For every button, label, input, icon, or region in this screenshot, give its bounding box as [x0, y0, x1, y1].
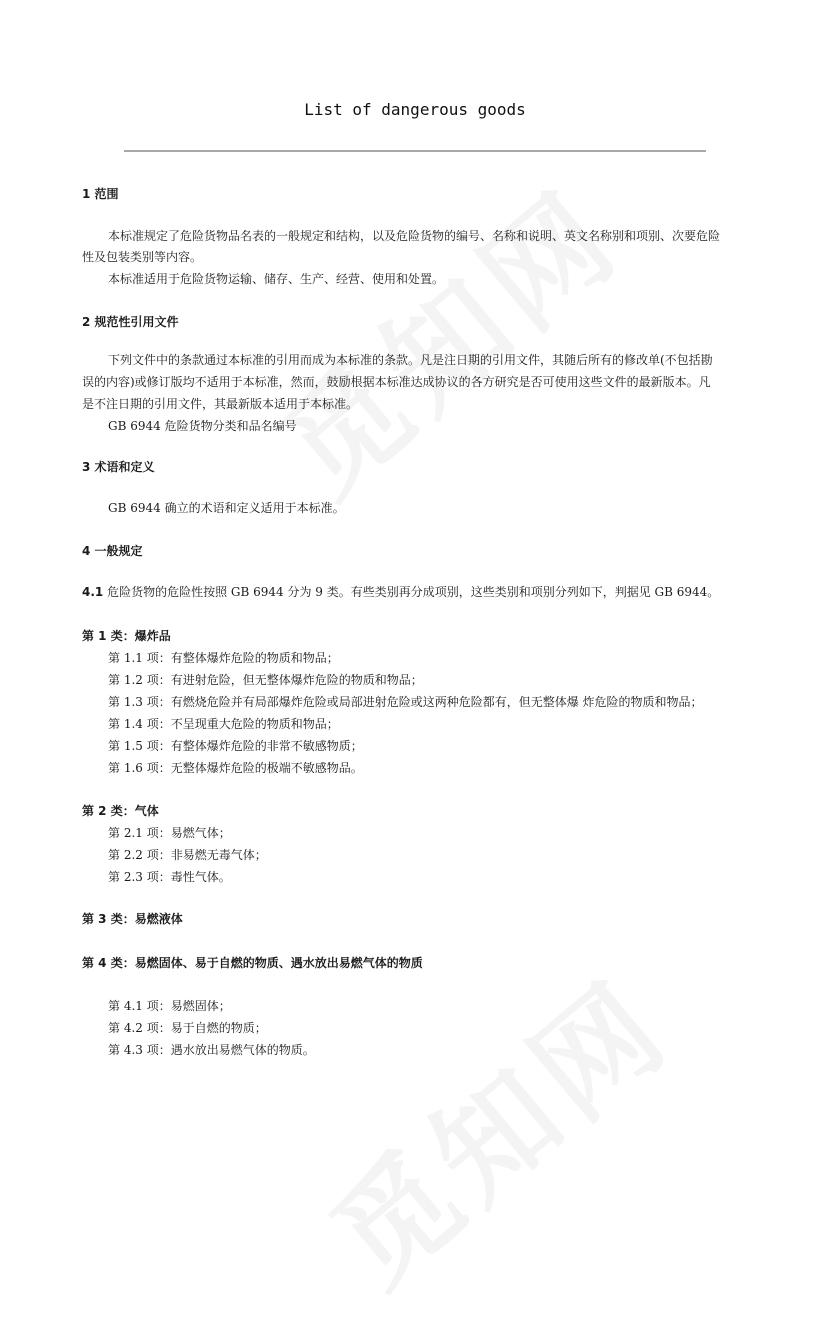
clause-4-1-number: 4.1	[82, 585, 104, 599]
section-1-paragraph-2: 本标准适用于危险货物运输、储存、生产、经营、使用和处置。	[108, 272, 445, 286]
section-2-paragraph-1-line-2: 误的内容)或修订版均不适用于本标准，然而，鼓励根据本标准达成协议的各方研究是否可使用这些文件的最新版本。凡	[82, 375, 711, 389]
class-2-heading: 第 2 类：气体	[82, 804, 159, 818]
section-1-heading: 1 范围	[82, 187, 119, 201]
section-3-heading: 3 术语和定义	[82, 460, 155, 474]
class-1-item: 第 1.4 项：不呈现重大危险的物质和物品；	[108, 717, 339, 731]
class-2-item: 第 2.1 项：易燃气体；	[108, 826, 231, 840]
class-4-item: 第 4.2 项：易于自燃的物质；	[108, 1021, 267, 1035]
clause-4-1-text: 危险货物的危险性按照 GB 6944 分为 9 类。有些类别再分成项别，这些类别和项别分列如下，判据见 GB 6944。	[103, 585, 720, 599]
title-divider	[124, 150, 706, 152]
document-title: List of dangerous goods	[304, 100, 526, 119]
section-2-paragraph-1-line-3: 是不注日期的引用文件，其最新版本适用于本标准。	[82, 397, 359, 411]
class-2-item: 第 2.3 项：毒性气体。	[108, 870, 231, 884]
section-1-paragraph-1-line-2: 性及包装类别等内容。	[82, 250, 203, 264]
section-2-reference: GB 6944 危险货物分类和品名编号	[108, 419, 297, 433]
class-4-item: 第 4.3 项：遇水放出易燃气体的物质。	[108, 1043, 315, 1057]
section-3-paragraph: GB 6944 确立的术语和定义适用于本标准。	[108, 501, 345, 515]
class-1-item: 第 1.2 项：有进射危险，但无整体爆炸危险的物质和物品；	[108, 673, 423, 687]
class-1-heading: 第 1 类：爆炸品	[82, 629, 171, 643]
class-4-item: 第 4.1 项：易燃固体；	[108, 999, 231, 1013]
section-4-heading: 4 一般规定	[82, 544, 143, 558]
class-1-item: 第 1.5 项：有整体爆炸危险的非常不敏感物质；	[108, 739, 363, 753]
class-2-item: 第 2.2 项：非易燃无毒气体；	[108, 848, 267, 862]
section-1-paragraph-1-line-1: 本标准规定了危险货物品名表的一般规定和结构，以及危险货物的编号、名称和说明、英文名称别和项别、次要危险	[108, 229, 721, 243]
section-2-paragraph-1-line-1: 下列文件中的条款通过本标准的引用而成为本标准的条款。凡是注日期的引用文件，其随后所有的修改单(不包括勘	[108, 353, 713, 367]
section-2-heading: 2 规范性引用文件	[82, 315, 179, 329]
class-3-heading: 第 3 类：易燃液体	[82, 912, 183, 926]
watermark-bottom	[290, 935, 699, 1317]
class-1-item: 第 1.1 项：有整体爆炸危险的物质和物品；	[108, 651, 339, 665]
class-1-item: 第 1.3 项：有燃烧危险并有局部爆炸危险或局部进射危险或这两种危险都有，但无整体爆 炸危险的物质和物品；	[108, 695, 703, 709]
class-4-heading: 第 4 类：易燃固体、易于自燃的物质、遇水放出易燃气体的物质	[82, 956, 423, 970]
watermark	[240, 145, 649, 527]
clause-4-1	[82, 584, 719, 600]
class-1-item: 第 1.6 项：无整体爆炸危险的极端不敏感物品。	[108, 761, 363, 775]
